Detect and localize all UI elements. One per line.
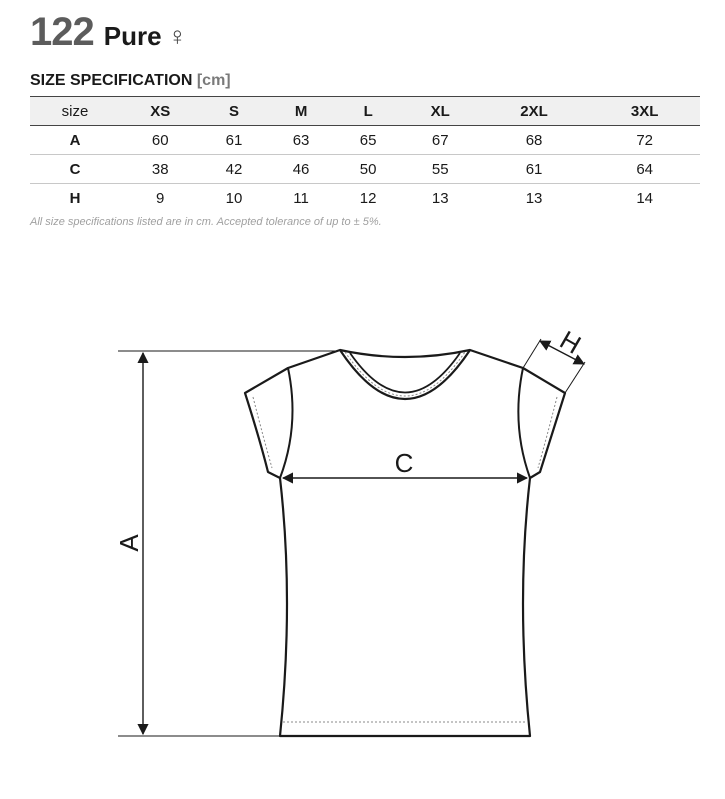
spec-unit: [cm] <box>196 72 231 89</box>
row-label-a: A <box>30 126 120 155</box>
measure-h-label: H <box>554 324 587 360</box>
table-cell: 14 <box>636 189 654 207</box>
size-xs: XS <box>120 97 200 126</box>
size-l: L <box>335 97 402 126</box>
table-cell: 61 <box>200 126 267 155</box>
size-xl: XL <box>402 97 479 126</box>
table-cell: 11 <box>293 189 309 207</box>
row-label-c: C <box>30 155 120 184</box>
table-cell: 60 <box>120 126 200 155</box>
size-3xl: 3XL <box>589 97 700 126</box>
table-cell: 64 <box>589 155 700 184</box>
measure-c-label: C <box>394 448 414 478</box>
table-cell: 46 <box>268 155 335 184</box>
table-cell: 42 <box>200 155 267 184</box>
table-cell: 13 <box>431 189 449 207</box>
measure-h-guide-1 <box>523 339 541 368</box>
size-s: S <box>200 97 267 126</box>
table-cell: 13 <box>525 189 543 207</box>
table-cell: 65 <box>335 126 402 155</box>
measure-h-guide-2 <box>565 362 585 393</box>
table-cell: 67 <box>402 126 479 155</box>
table-cell: 55 <box>402 155 479 184</box>
spec-title-text: SIZE SPECIFICATION <box>30 72 193 89</box>
table-cell: 38 <box>120 155 200 184</box>
table-cell: 9 <box>156 189 165 207</box>
table-cell: 61 <box>479 155 590 184</box>
size-column-label: size <box>30 97 120 126</box>
table-cell: 12 <box>359 189 377 207</box>
product-number: 122 <box>30 10 94 54</box>
table-cell: 72 <box>589 126 700 155</box>
size-m: M <box>268 97 335 126</box>
row-label-h: H <box>69 189 81 207</box>
table-cell: 10 <box>225 189 243 207</box>
female-icon: ♀ <box>167 21 188 51</box>
table-cell: 68 <box>479 126 590 155</box>
table-cell: 50 <box>335 155 402 184</box>
table-cell: 63 <box>268 126 335 155</box>
tolerance-note: All size specifications listed are in cm. Accepted tolerance of up to ± 5%. <box>30 216 382 228</box>
measure-a-label: A <box>114 534 144 552</box>
size-2xl: 2XL <box>479 97 590 126</box>
product-name: Pure <box>103 21 162 51</box>
